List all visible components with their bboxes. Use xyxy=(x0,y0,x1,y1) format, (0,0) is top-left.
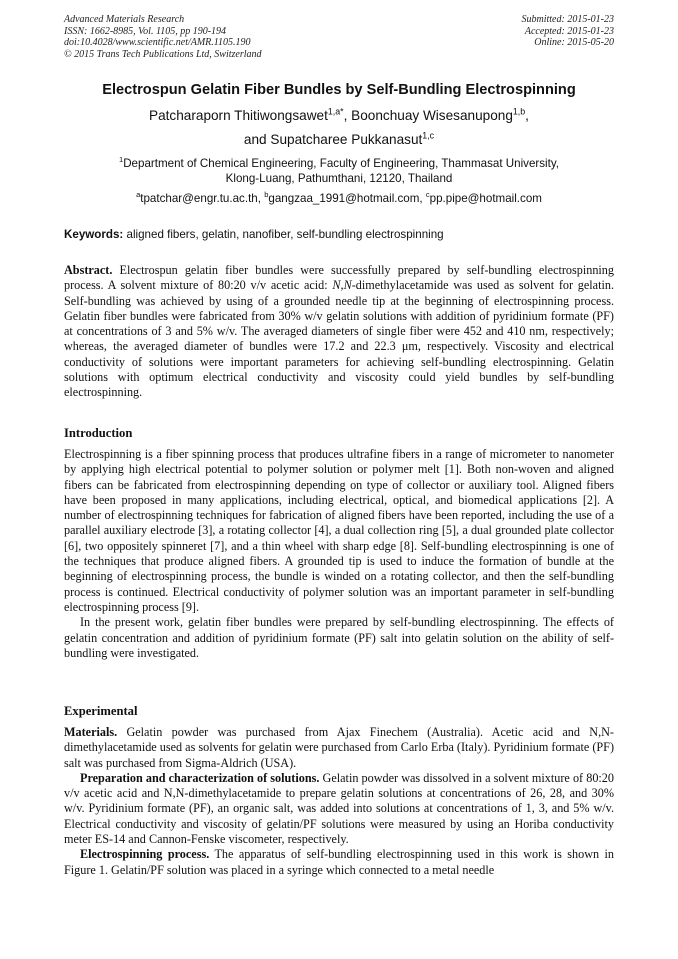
introduction-paragraph-1: Electrospinning is a fiber spinning process that produces ultrafine fibers in a range of micrometer to nanometer by applying high electrical potential to polymer solution or polymer melt [1]. Both non-woven and aligned fibers can be fabricated from electrospinning depending on type of collector or auxiliary tool. Aligned fibers have been proposed in many applications, including electrical, optical, and biomedical applications [2]. A number of electrospinning techniques for fabrication of aligned fibers have been reported, including the use of a parallel auxiliary electrode [3], a rotating collector [4], a dual collection ring [5], a dual grounded plate collector [6], two oppositely spinneret [7], and a thin wheel with sharp edge [8]. Self-bundling electrospinning is one of the techniques that produce aligned fibers. A grounded tip is used to induce the formation of bundle at the beginning of electrospinning process, the bundle is winded on a rotating collector, and then the self-bundling process is continued. Electrical conductivity of polymer solution was an important parameter in self-bundling electrospinning process [9]. xyxy=(64,447,614,614)
materials-text: Gelatin powder was purchased from Ajax Finechem (Australia). Acetic acid and N,N-dimethylacetamide used as solvents for gelatin were purchased from Carlo Erba (Italy). Pyridinium formate (PF) salt was purchased from Sigma-Aldrich (USA). xyxy=(64,725,614,770)
keywords-label: Keywords: xyxy=(64,228,124,241)
abstract-italic: N,N xyxy=(332,278,352,293)
journal-header-right xyxy=(522,14,615,49)
email-c-sup: c xyxy=(425,190,430,200)
affiliation-line-2: Klong-Luang, Pathumthani, 12120, Thailand xyxy=(225,172,453,185)
electrospinning-label: Electrospinning process. xyxy=(80,847,210,862)
abstract-part-2: -dimethylacetamide was used as solvent for gelatin. Self-bundling was achieved by using of a grounded needle tip at the beginning of electrospinning process. Gelatin fiber bundles were fabricated from 30% w/v gelatin solutions with addition of pyridinium formate (PF) at concentrations of 3 and 5% w/v. The averaged diameters of single fiber were 452 and 410 nm, respectively; whereas, the averaged diameter of bundles were 17.2 and 22.3 μm, respectively. Viscosity and electrical conductivity of solutions were important parameters for achieving self-bundling electrospinning. Gelatin solutions with optimum electrical conductivity and viscosity could yield bundles by self-bundling electrospinning. xyxy=(64,278,615,400)
keywords-text: aligned fibers, gelatin, nanofiber, self-bundling electrospinning xyxy=(123,228,444,241)
affiliation-sup: 1 xyxy=(118,155,124,165)
materials-paragraph xyxy=(64,725,614,771)
author-3: Supatcharee Pukkanasut xyxy=(270,132,423,147)
journal-header-left xyxy=(64,14,262,60)
online-date: Online: 2015-05-20 xyxy=(534,37,614,49)
author-2: Boonchuay Wisesanupong xyxy=(351,108,513,123)
materials-label: Materials. xyxy=(64,725,118,739)
experimental-body xyxy=(64,725,614,878)
affiliation-line-1: Department of Chemical Engineering, Faculty of Engineering, Thammasat University, xyxy=(123,157,560,170)
copyright: © 2015 Trans Tech Publications Ltd, Switzerland xyxy=(64,48,262,60)
author-1-sup: 1,a* xyxy=(327,106,344,117)
abstract xyxy=(64,263,614,401)
author-and: and xyxy=(243,132,267,147)
introduction-body xyxy=(64,447,614,661)
journal-name: Advanced Materials Research xyxy=(64,14,185,25)
email-a-sup: a xyxy=(136,190,141,200)
introduction-heading: Introduction xyxy=(64,426,133,440)
introduction-paragraph-2: In the present work, gelatin fiber bundles were prepared by self-bundling electrospinning. The effects of gelatin concentration and addition of pyridinium formate (PF) salt into gelatin solution on the ability of self-bundling were investigated. xyxy=(64,615,614,660)
author-emails xyxy=(40,192,638,205)
paper-title: Electrospun Gelatin Fiber Bundles by Self-Bundling Electrospinning xyxy=(102,82,576,98)
preparation-paragraph xyxy=(64,771,614,847)
submitted-date: Submitted: 2015-01-23 xyxy=(521,14,614,25)
preparation-text: Gelatin powder was dissolved in a solvent mixture of 80:20 v/v acetic acid and N,N-dimethylacetamide to prepare gelatin solutions at concentrations of 26, 28, and 30% w/v. Pyridinium formate (PF), an organic salt, was added into solutions at concentrations of 1, 3, and 5% w/v. Electrical conductivity and viscosity of gelatin/PF solutions were measured by using an Horiba conductivity meter ES-14 and Cannon-Fenske viscometer, respectively. xyxy=(64,770,614,847)
email-b[interactable]: gangzaa_1991@hotmail.com, xyxy=(268,192,423,205)
electrospinning-paragraph xyxy=(64,847,614,878)
author-1: Patcharaporn Thitiwongsawet xyxy=(149,108,328,123)
keywords xyxy=(64,228,614,241)
experimental-heading: Experimental xyxy=(64,704,138,718)
accepted-date: Accepted: 2015-01-23 xyxy=(524,25,614,37)
preparation-label: Preparation and characterization of solutions. xyxy=(80,770,320,785)
abstract-part-1: Electrospun gelatin fiber bundles were successfully prepared by self-bundling electrospinning process. A solvent mixture of 80:20 v/v acetic acid: xyxy=(64,263,614,293)
electrospinning-text: The apparatus of self-bundling electrospinning used in this work is shown in Figure 1. Gelatin/PF solution was placed in a syringe which connected to a metal needle xyxy=(64,847,614,877)
email-b-sup: b xyxy=(264,190,269,200)
issn: ISSN: 1662-8985, Vol. 1105, pp 190-194 xyxy=(64,25,227,37)
author-3-sup: 1,c xyxy=(422,130,435,141)
email-c[interactable]: pp.pipe@hotmail.com xyxy=(429,192,542,205)
abstract-label: Abstract. xyxy=(64,263,113,277)
doi: doi:10.4028/www.scientific.net/AMR.1105.190 xyxy=(64,37,251,49)
author-2-sup: 1,b xyxy=(512,106,526,117)
email-a[interactable]: tpatchar@engr.tu.ac.th, xyxy=(140,192,261,205)
affiliation xyxy=(40,156,638,186)
author-list: Patcharaporn Thitiwongsawet$^{1,a*}$, Boonchuay Wisesanupong$^{1,b}$, and Supatcharee Pukkanasut$^{1,c}$ xyxy=(149,106,529,147)
